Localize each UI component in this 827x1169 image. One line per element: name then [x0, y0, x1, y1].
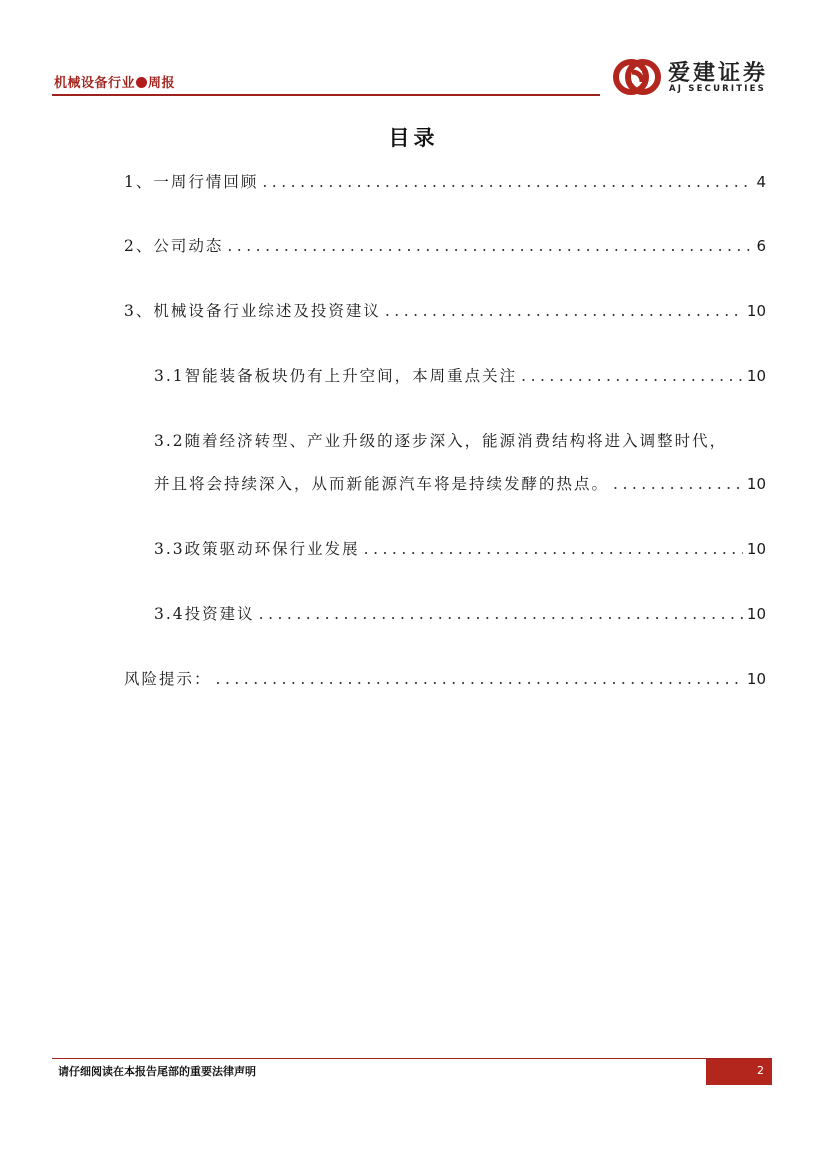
- toc-entry-label-line1: 3.2随着经济转型、产业升级的逐步深入，能源消费结构将进入调整时代，: [154, 432, 728, 450]
- page-number: 2: [706, 1059, 772, 1085]
- toc-leader: [259, 605, 743, 623]
- toc-leader: [613, 475, 743, 493]
- toc-entry-page: 10: [746, 605, 766, 623]
- toc-entry-label: 1、一周行情回顾: [124, 173, 259, 191]
- toc-entry[interactable]: [124, 299, 766, 321]
- toc-leader: [262, 173, 752, 191]
- toc-leader: [227, 237, 752, 255]
- toc-entry[interactable]: [124, 170, 766, 192]
- toc-leader: [385, 302, 743, 320]
- toc-title: 目录: [388, 125, 439, 150]
- toc-entry-page: 10: [746, 670, 766, 688]
- toc-entry-label: 3、机械设备行业综述及投资建议: [124, 302, 381, 320]
- report-category-right: 周报: [148, 76, 176, 91]
- toc-leader: [216, 670, 743, 688]
- toc-entry-label-line2: 并且将会持续深入，从而新能源汽车将是持续发酵的热点。: [154, 475, 610, 493]
- toc-entry-label: 风险提示：: [124, 670, 212, 688]
- logo-text-cn: 爱建证券: [668, 60, 769, 86]
- toc-entry[interactable]: [154, 472, 766, 494]
- company-logo: [612, 56, 772, 96]
- footer-rule: [52, 1058, 772, 1059]
- logo-text-en: AJ SECURITIES: [669, 84, 766, 94]
- toc-entry-label: 3.4投资建议: [154, 605, 255, 623]
- toc-entry-page: 10: [746, 540, 766, 558]
- toc-entry-page: 10: [746, 475, 766, 493]
- page-header: [52, 56, 770, 100]
- toc-entry-label: 2、公司动态: [124, 237, 224, 255]
- bullet-dot-icon: [136, 77, 147, 88]
- toc-entry-page: 4: [756, 173, 766, 191]
- report-category: [54, 72, 175, 91]
- toc-entry[interactable]: [124, 667, 766, 689]
- legal-disclaimer: 请仔细阅读在本报告尾部的重要法律声明: [58, 1065, 256, 1078]
- header-rule: [52, 94, 600, 96]
- report-category-left: 机械设备行业: [54, 76, 136, 91]
- toc-entry-page: 6: [756, 237, 766, 255]
- toc-entry-label: 3.1智能装备板块仍有上升空间，本周重点关注: [154, 367, 518, 385]
- toc-entry-multiline[interactable]: [154, 429, 766, 451]
- toc-entry[interactable]: [154, 602, 766, 624]
- toc-entry-label: 3.3政策驱动环保行业发展: [154, 540, 360, 558]
- toc-entry-page: 10: [746, 367, 766, 385]
- logo-mark-icon: [612, 58, 662, 96]
- toc-entry[interactable]: [154, 364, 766, 386]
- toc-leader: [521, 367, 743, 385]
- toc-leader: [364, 540, 743, 558]
- toc-entry[interactable]: [154, 537, 766, 559]
- toc-entry-page: 10: [746, 302, 766, 320]
- toc-entry[interactable]: [124, 234, 766, 256]
